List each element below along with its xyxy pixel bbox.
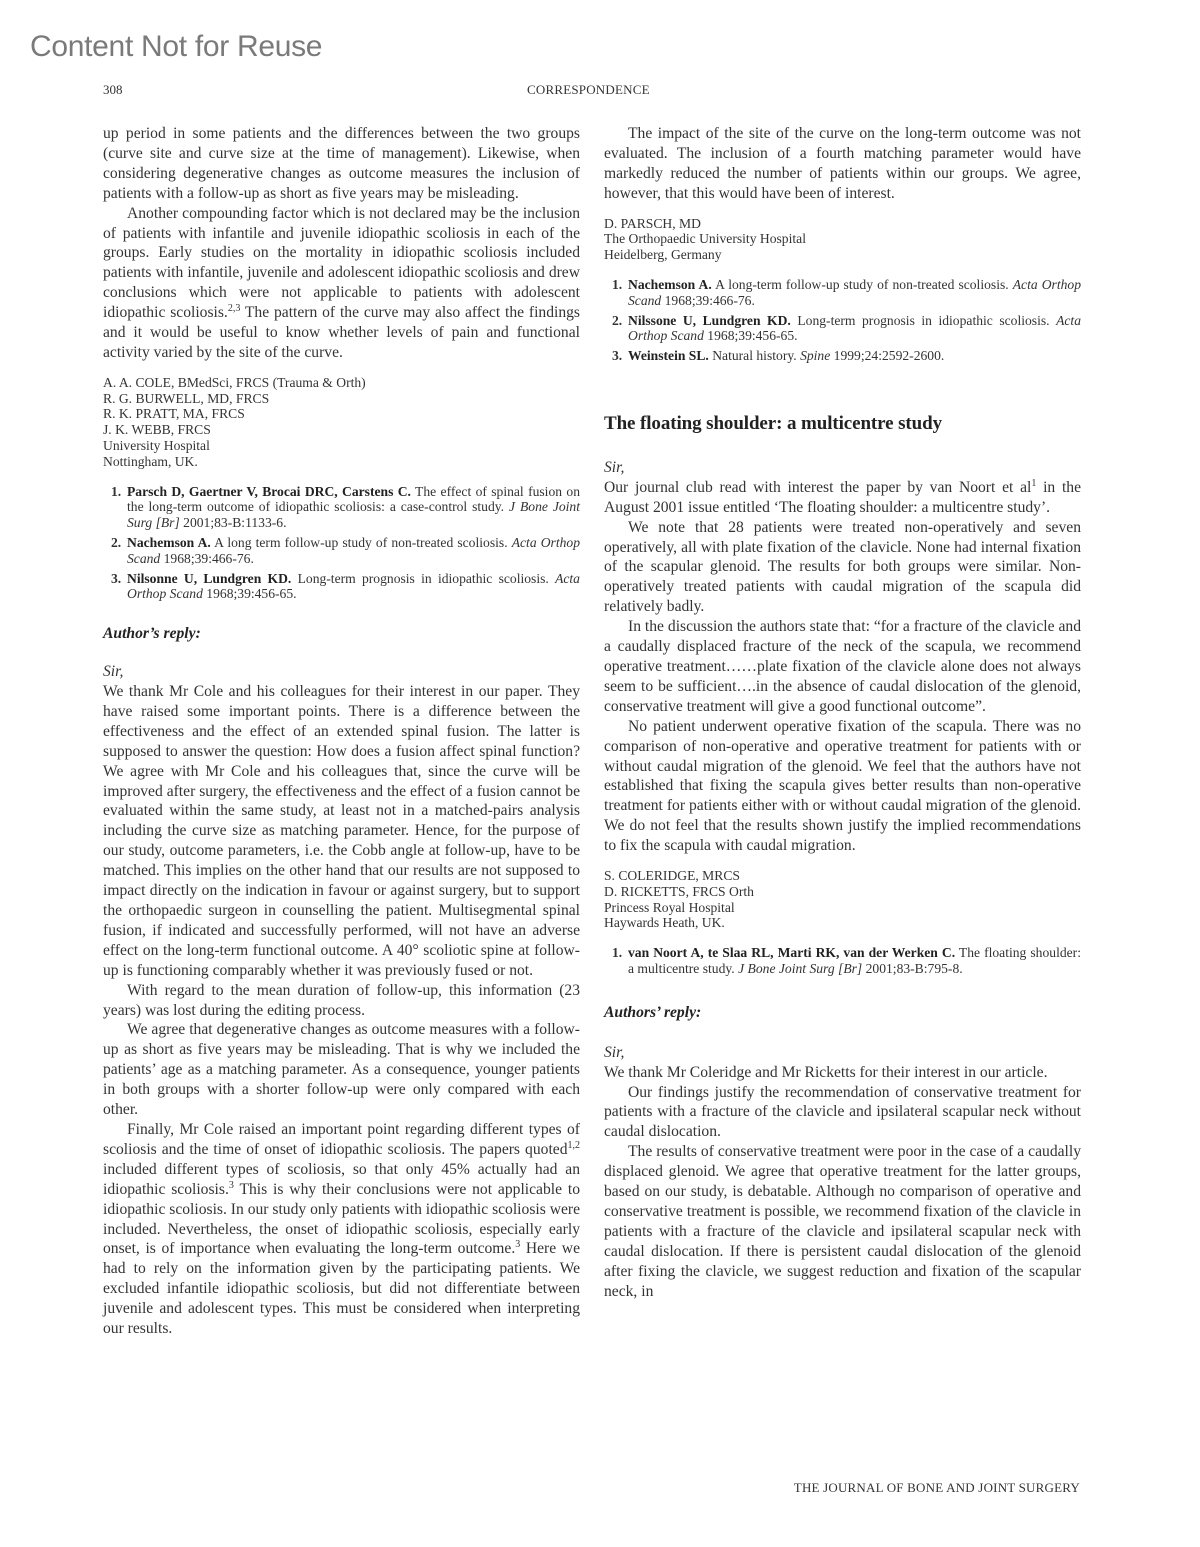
- signature-line: R. G. BURWELL, MD, FRCS: [103, 390, 270, 406]
- reference-list: [103, 484, 580, 603]
- letter-paragraph: In the discussion the authors state that: “for a fracture of the clavicle and a caudally displaced fracture of the neck of the scapula, we recommend operative treatment……plate fixation of the clavicle alone does not always seem to be sufficient….in the absence of caudal dislocation of the glenoid, conservative treatment will give a good functional outcome”.: [604, 618, 1081, 715]
- reply-heading: Authors’ reply:: [604, 1003, 702, 1021]
- reply-paragraph: With regard to the mean duration of follow-up, this information (23 years) was lost during the editing process.: [103, 981, 580, 1019]
- letter-paragraph: Our journal club read with interest the paper by van Noort et $al^1$ in the August 2001 issue entitled ‘The floating shoulder: a multicentre study’.: [604, 477, 1081, 516]
- salutation: Sir,: [604, 458, 625, 476]
- citation-superscript: 1: [1031, 477, 1037, 489]
- salutation: Sir,: [604, 1043, 625, 1061]
- reference-item: 1. Parsch D, Gaertner V, Brocai DRC, Carstens C. The effect of spinal fusion on the long-term outcome of idiopathic scoliosis: a case-control study. J Bone Joint Surg [Br] 2001;83-B:1133-6.: [111, 483, 580, 531]
- citation-superscript: 3: [228, 1179, 234, 1191]
- reference-item: 1. van Noort A, te Slaa RL, Marti RK, van der Werken C. The floating shoulder: a multicentre study. J Bone Joint Surg [Br] 2001;83-B:795-8.: [612, 945, 1081, 977]
- letter-paragraph: No patient underwent operative fixation of the scapula. There was no comparison of non-operative and operative treatment for patients with or without caudal migration of the glenoid. We feel that the authors have not established that fixing the scapula gives better results than non-operative treatment for patients either with or without caudal migration of the glenoid. We do not feel that the results shown justify the implied recommendations to fix the scapula with caudal migration.: [604, 717, 1081, 855]
- reply-paragraph: The results of conservative treatment were poor in the case of a caudally displaced glenoid. We agree that operative treatment for the latter groups, based on our study, is debatable. Although no comparison of operative and conservative treatment is possible, we recommend fixation of the clavicle in patients with a fracture of the clavicle and ipsilateral scapular neck with caudal dislocation. If there is persistent caudal dislocation of the glenoid after fixing the clavicle, we suggest reduction and fixation of the scapular neck, in: [604, 1143, 1081, 1300]
- reply-signature: [604, 216, 1081, 263]
- letter-paragraph: Another compounding factor which is not declared may be the inclusion of patients with infantile and juvenile idiopathic scoliosis in each of the groups. Early studies on the mortality in idiopathic scoliosis included patients with infantile, juvenile and adolescent idiopathic scoliosis and drew conclusions which were not applicable to patients with adolescent idiopathic scoliosis.$^{2,3}$ The pattern of the curve may also affect the findings and it would be useful to know whether levels of pain and functional activity varied by the site of the curve.: [103, 204, 581, 361]
- signature-line: D. PARSCH, MD: [604, 215, 701, 231]
- signature-line: The Orthopaedic University Hospital: [604, 231, 806, 247]
- signature-line: J. K. WEBB, FRCS: [103, 422, 211, 438]
- citation-superscript: 2,3: [227, 302, 241, 314]
- reference-item: 1. Nachemson A. A long-term follow-up study of non-treated scoliosis. Acta Orthop Scand 1968;39:466-76.: [612, 277, 1082, 308]
- reply-paragraph: Finally, Mr Cole raised an important point regarding different types of scoliosis and the time of onset of idiopathic scoliosis. The papers quoted$^{1,2}$ included different types of scoliosis, so that only 45% actually had an idiopathic scoliosis.$^3$ This is why their conclusions were not applicable to idiopathic scoliosis. In our study only patients with idiopathic scoliosis were included. Nevertheless, the onset of idiopathic scoliosis, especially early onset, is of importance when evaluating the long-term outcome.$^3$ Here we had to rely on the information given by the participating patients. We excluded infantile idiopathic scoliosis, but did not differentiate between juvenile and adolescent types. This must be considered when interpreting our results.: [103, 1120, 581, 1338]
- letter-paragraph: up period in some patients and the differences between the two groups (curve site and curve size at the time of management). Likewise, when considering degenerative changes as outcome measures the inclusion of patients with a follow-up as short as five years may be misleading.: [103, 125, 580, 202]
- reply-paragraph: We agree that degenerative changes as outcome measures with a follow-up as short as five years may be misleading. That is why we included the patients’ age as a matching parameter. As a consequence, younger patients in both groups with a shorter follow-up were only compared with each other.: [103, 1021, 580, 1119]
- signature-line: Haywards Heath, UK.: [604, 915, 725, 931]
- watermark: Content Not for Reuse: [30, 30, 323, 63]
- reply-paragraph: We thank Mr Coleridge and Mr Ricketts for their interest in our article.: [604, 1063, 1048, 1081]
- reference-list: [604, 277, 1081, 364]
- left-column: [103, 124, 580, 1339]
- signature-line: University Hospital: [103, 438, 210, 454]
- article-title: The floating shoulder: a multicentre study: [604, 413, 942, 434]
- reply-heading: Author’s reply:: [103, 625, 201, 643]
- letter-signature: [103, 375, 580, 470]
- reply-paragraph: We thank Mr Cole and his colleagues for their interest in our paper. They have raised some important points. There is a difference between the effectiveness and the effect of an extended spinal fusion. The latter is supposed to answer the question: How does a fusion affect spinal function? We agree with Mr Cole and his colleagues that, since the curve will be improved after surgery, the effectiveness and the effect of a fusion cannot be evaluated within the same study, at least not in a matched-pairs analysis including the curve size as matching parameter. Hence, for the purpose of our study, outcome parameters, i.e. the Cobb angle at follow-up, have to be matched. This implies on the other hand that our results are not supposed to impact directly on the indication in favour or against surgery, but to support the orthopaedic surgeon in counselling the patient. Multisegmental spinal fusion, if indicated and successfully performed, will not have an adverse effect on the long-term functional outcome. A 40° scoliotic spine at follow-up is functioning comparably whether it was previously fused or not.: [103, 683, 580, 979]
- signature-line: A. A. COLE, BMedSci, FRCS (Trauma & Orth): [103, 374, 366, 390]
- page-number: 308: [103, 82, 123, 97]
- signature-line: R. K. PRATT, MA, FRCS: [103, 406, 245, 422]
- signature-line: Princess Royal Hospital: [604, 899, 735, 915]
- reference-item: 2. Nachemson A. A long term follow-up study of non-treated scoliosis. Acta Orthop Scand 1968;39:466-76.: [111, 535, 580, 566]
- reply-paragraph: Our findings justify the recommendation of conservative treatment for patients with a fracture of the clavicle and ipsilateral scapular neck without caudal dislocation.: [604, 1083, 1081, 1141]
- reference-item: 3. Nilsonne U, Lundgren KD. Long-term prognosis in idiopathic scoliosis. Acta Orthop Scand 1968;39:456-65.: [111, 570, 580, 602]
- citation-superscript: 1,2: [567, 1139, 580, 1151]
- signature-line: D. RICKETTS, FRCS Orth: [604, 883, 754, 899]
- signature-line: S. COLERIDGE, MRCS: [604, 868, 740, 884]
- letter-paragraph: We note that 28 patients were treated non-operatively and seven operatively, all with plate fixation of the clavicle. None had internal fixation of the scapular glenoid. The results for both groups were similar. Non-operatively treated patients with caudal migration of the scapula did relatively badly.: [604, 518, 1081, 616]
- salutation: Sir,: [103, 663, 124, 681]
- section-label: CORRESPONDENCE: [527, 82, 650, 97]
- reference-list: [604, 945, 1081, 977]
- citation-superscript: 3: [515, 1239, 521, 1251]
- reference-item: 2. Nilssone U, Lundgren KD. Long-term prognosis in idiopathic scoliosis. Acta Orthop Scand 1968;39:456-65.: [612, 312, 1082, 344]
- letter-signature: [604, 868, 1081, 931]
- signature-line: Heidelberg, Germany: [604, 247, 722, 263]
- reply-paragraph: The impact of the site of the curve on the long-term outcome was not evaluated. The inclusion of a fourth matching parameter would have markedly reduced the number of patients within our groups. We agree, however, that this would have been of interest.: [604, 125, 1081, 202]
- reference-item: 3. Weinstein SL. Natural history. Spine 1999;24:2592-2600.: [612, 348, 945, 364]
- signature-line: Nottingham, UK.: [103, 453, 198, 469]
- journal-footer: THE JOURNAL OF BONE AND JOINT SURGERY: [793, 1480, 1080, 1495]
- right-column: [604, 124, 1081, 1302]
